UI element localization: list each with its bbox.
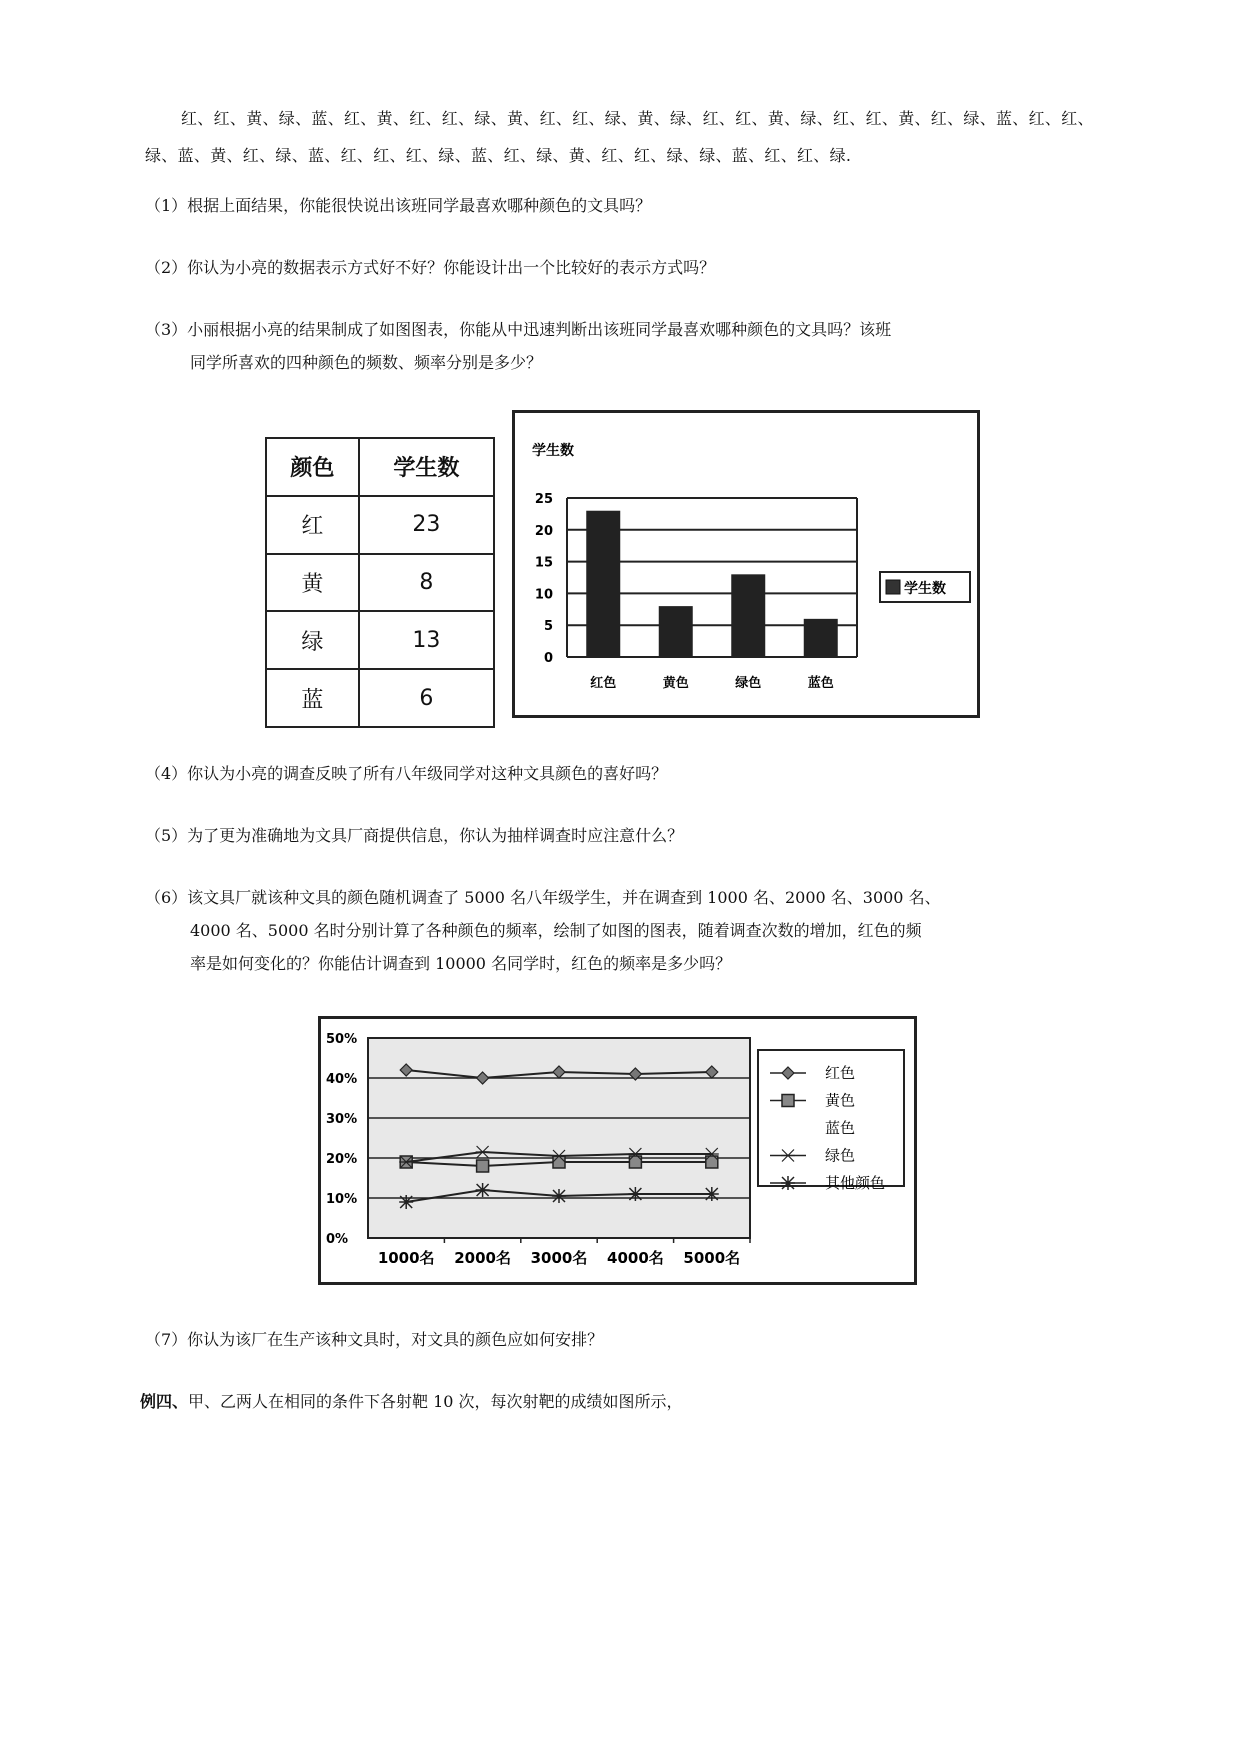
x-tick-label: 蓝色 [807, 676, 834, 691]
marker-star [552, 1189, 566, 1203]
y-tick-label: 50% [326, 1032, 358, 1047]
table-cell-count: 6 [359, 669, 494, 727]
question-5: （5）为了更为准确地为文具厂商提供信息，你认为抽样调查时应注意什么？ [145, 826, 684, 845]
color-count-table [265, 437, 495, 728]
bar-chart-ylabel: 学生数 [532, 443, 574, 459]
x-tick-label: 1000名 [377, 1249, 435, 1267]
question-2: （2）你认为小亮的数据表示方式好不好？你能设计出一个比较好的表示方式吗？ [145, 258, 716, 277]
y-tick-label: 30% [326, 1112, 358, 1127]
x-tick-label: 3000名 [530, 1249, 588, 1267]
y-tick-label: 0 [543, 651, 553, 666]
x-tick-label: 绿色 [735, 676, 762, 691]
bar [659, 606, 693, 657]
table-cell-color: 红 [266, 496, 359, 554]
line-chart-legend [758, 1050, 904, 1192]
marker-star [399, 1195, 413, 1209]
question-3-line-2: 同学所喜欢的四种颜色的频数、频率分别是多少？ [190, 353, 543, 372]
legend-label: 蓝色 [825, 1119, 856, 1137]
color-sequence: 红、红、黄、绿、蓝、红、黄、红、红、绿、黄、红、红、绿、黄、绿、红、红、黄、绿、红、红、黄、红、绿、蓝、红、红、绿、蓝、黄、红、绿、蓝、红、红、红、绿、蓝、红、绿、黄、红、红、绿、绿、蓝、红、红、绿. [145, 109, 1094, 165]
line-chart [318, 1016, 918, 1286]
marker-square [477, 1160, 489, 1172]
marker-square [782, 1095, 794, 1107]
example-4-label: 例四、 [140, 1392, 189, 1411]
table-cell-count: 13 [359, 611, 494, 669]
y-tick-label: 20% [326, 1152, 358, 1167]
y-tick-label: 0% [326, 1232, 349, 1247]
bar [731, 574, 765, 657]
legend-label: 绿色 [825, 1146, 856, 1165]
y-tick-label: 25 [534, 492, 553, 507]
question-7: （7）你认为该厂在生产该种文具时，对文具的颜色应如何安排？ [145, 1330, 604, 1349]
y-tick-label: 40% [326, 1072, 358, 1087]
question-3-line-1: （3）小丽根据小亮的结果制成了如图图表，你能从中迅速判断出该班同学最喜欢哪种颜色的文具吗？该班 [145, 320, 892, 339]
question-4: （4）你认为小亮的调查反映了所有八年级同学对这种文具颜色的喜好吗？ [145, 764, 668, 783]
bar [586, 511, 620, 657]
table-cell-color: 黄 [266, 554, 359, 612]
marker-square [553, 1156, 565, 1168]
y-tick-label: 20 [534, 523, 553, 539]
y-tick-label: 10 [534, 587, 553, 603]
table-header-color: 颜色 [266, 438, 359, 496]
example-4-text: 甲、乙两人在相同的条件下各射靶 10 次，每次射靶的成绩如图所示， [188, 1392, 683, 1411]
x-tick-label: 红色 [590, 676, 617, 691]
bar-chart [512, 410, 982, 720]
legend-swatch [886, 580, 900, 594]
y-tick-label: 5 [543, 619, 553, 635]
legend-label: 黄色 [825, 1091, 856, 1110]
marker-star [476, 1183, 490, 1197]
x-tick-label: 2000名 [454, 1249, 511, 1267]
bar-chart-legend [880, 572, 970, 602]
question-1: （1）根据上面结果，你能很快说出该班同学最喜欢哪种颜色的文具吗？ [145, 196, 652, 215]
x-tick-label: 4000名 [607, 1249, 664, 1267]
table-cell-color: 绿 [266, 611, 359, 669]
table-header-count: 学生数 [359, 438, 494, 496]
table-cell-color: 蓝 [266, 669, 359, 727]
y-tick-label: 10% [326, 1192, 358, 1207]
marker-star [628, 1187, 642, 1201]
legend-label: 其他颜色 [825, 1174, 886, 1192]
example-4 [140, 1391, 683, 1413]
marker-star [705, 1187, 719, 1201]
x-tick-label: 黄色 [662, 676, 689, 691]
table-cell-count: 8 [359, 554, 494, 612]
legend-label: 红色 [825, 1064, 856, 1082]
x-tick-label: 5000名 [683, 1249, 741, 1267]
y-tick-label: 15 [534, 555, 553, 571]
table-cell-count: 23 [359, 496, 494, 554]
question-6-line-2: 4000 名、5000 名时分别计算了各种颜色的频率，绘制了如图的图表，随着调查次数的增加，红色的频 [190, 921, 922, 940]
question-6-line-3: 率是如何变化的？你能估计调查到 10000 名同学时，红色的频率是多少吗？ [190, 954, 732, 973]
legend-label: 学生数 [904, 581, 946, 597]
question-6-line-1: （6）该文具厂就该种文具的颜色随机调查了 5000 名八年级学生，并在调查到 1000 名、2000 名、3000 名、 [145, 888, 941, 907]
bar [804, 619, 838, 657]
marker-star [781, 1176, 795, 1190]
